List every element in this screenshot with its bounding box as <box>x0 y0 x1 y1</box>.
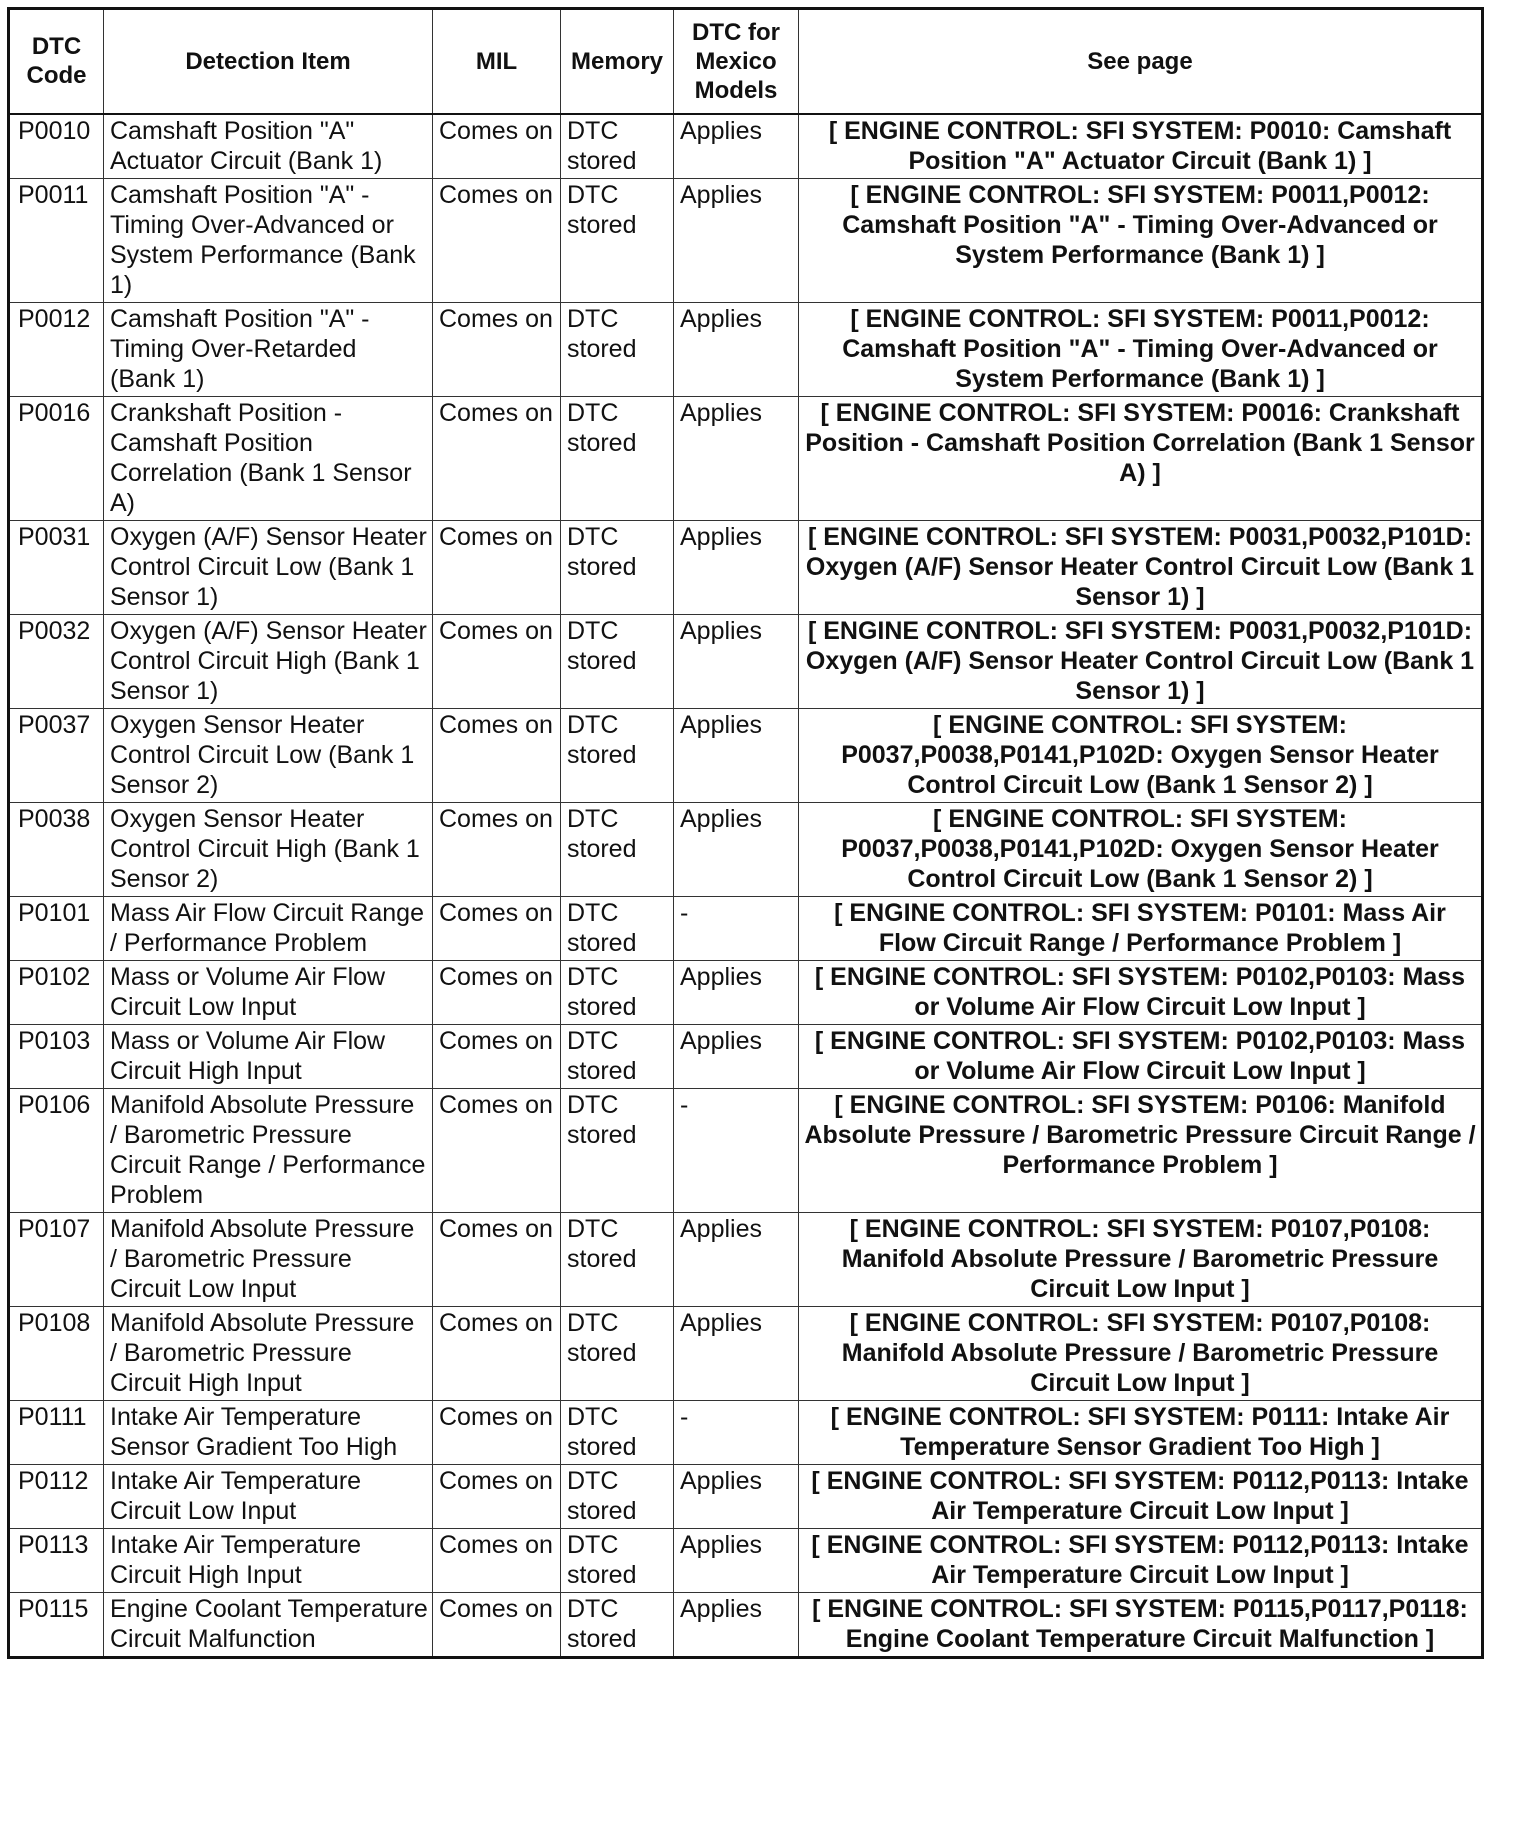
dtc-code: P0038 <box>9 802 104 896</box>
see-page-link[interactable]: [ ENGINE CONTROL: SFI SYSTEM: P0102,P0103: Mass or Volume Air Flow Circuit Low Input ] <box>799 960 1483 1024</box>
header-dtc-mexico: DTC for Mexico Models <box>674 9 799 114</box>
see-page-link[interactable]: [ ENGINE CONTROL: SFI SYSTEM: P0010: Camshaft Position "A" Actuator Circuit (Bank 1) ] <box>799 114 1483 179</box>
memory-status: DTC stored <box>561 302 674 396</box>
dtc-code: P0101 <box>9 896 104 960</box>
detection-item: Mass Air Flow Circuit Range / Performance Problem <box>104 896 433 960</box>
see-page-link[interactable]: [ ENGINE CONTROL: SFI SYSTEM: P0112,P0113: Intake Air Temperature Circuit Low Input ] <box>799 1464 1483 1528</box>
table-row <box>9 1464 1483 1528</box>
mil-status: Comes on <box>433 1592 561 1657</box>
see-page-link[interactable]: [ ENGINE CONTROL: SFI SYSTEM: P0011,P0012: Camshaft Position "A" - Timing Over-Advanced or System Performance (Bank 1) ] <box>799 178 1483 302</box>
mexico-applicability: Applies <box>674 1592 799 1657</box>
dtc-code: P0102 <box>9 960 104 1024</box>
see-page-link[interactable]: [ ENGINE CONTROL: SFI SYSTEM: P0031,P0032,P101D: Oxygen (A/F) Sensor Heater Control Circuit Low (Bank 1 Sensor 1) ] <box>799 614 1483 708</box>
table-row <box>9 178 1483 302</box>
detection-item: Oxygen Sensor Heater Control Circuit Low (Bank 1 Sensor 2) <box>104 708 433 802</box>
mil-status: Comes on <box>433 1024 561 1088</box>
detection-item: Oxygen (A/F) Sensor Heater Control Circuit High (Bank 1 Sensor 1) <box>104 614 433 708</box>
header-detection-item: Detection Item <box>104 9 433 114</box>
dtc-code: P0113 <box>9 1528 104 1592</box>
table-row <box>9 802 1483 896</box>
mil-status: Comes on <box>433 178 561 302</box>
memory-status: DTC stored <box>561 1212 674 1306</box>
table-row <box>9 708 1483 802</box>
mexico-applicability: Applies <box>674 960 799 1024</box>
mil-status: Comes on <box>433 1400 561 1464</box>
mil-status: Comes on <box>433 396 561 520</box>
mexico-applicability: Applies <box>674 1024 799 1088</box>
detection-item: Intake Air Temperature Sensor Gradient Too High <box>104 1400 433 1464</box>
memory-status: DTC stored <box>561 1592 674 1657</box>
see-page-link[interactable]: [ ENGINE CONTROL: SFI SYSTEM: P0107,P0108: Manifold Absolute Pressure / Barometric Pressure Circuit Low Input ] <box>799 1306 1483 1400</box>
table-row <box>9 1024 1483 1088</box>
dtc-code: P0037 <box>9 708 104 802</box>
memory-status: DTC stored <box>561 178 674 302</box>
dtc-code: P0103 <box>9 1024 104 1088</box>
memory-status: DTC stored <box>561 1088 674 1212</box>
detection-item: Engine Coolant Temperature Circuit Malfunction <box>104 1592 433 1657</box>
mexico-applicability: Applies <box>674 302 799 396</box>
dtc-code: P0111 <box>9 1400 104 1464</box>
detection-item: Camshaft Position "A" - Timing Over-Advanced or System Performance (Bank 1) <box>104 178 433 302</box>
mil-status: Comes on <box>433 802 561 896</box>
mil-status: Comes on <box>433 1306 561 1400</box>
memory-status: DTC stored <box>561 114 674 179</box>
table-row <box>9 396 1483 520</box>
mil-status: Comes on <box>433 1212 561 1306</box>
memory-status: DTC stored <box>561 396 674 520</box>
mexico-applicability: Applies <box>674 1212 799 1306</box>
memory-status: DTC stored <box>561 1400 674 1464</box>
table-row <box>9 114 1483 179</box>
table-row <box>9 520 1483 614</box>
dtc-code: P0107 <box>9 1212 104 1306</box>
table-row <box>9 1306 1483 1400</box>
see-page-link[interactable]: [ ENGINE CONTROL: SFI SYSTEM: P0011,P0012: Camshaft Position "A" - Timing Over-Advanced or System Performance (Bank 1) ] <box>799 302 1483 396</box>
see-page-link[interactable]: [ ENGINE CONTROL: SFI SYSTEM: P0102,P0103: Mass or Volume Air Flow Circuit Low Input ] <box>799 1024 1483 1088</box>
mil-status: Comes on <box>433 114 561 179</box>
dtc-code: P0011 <box>9 178 104 302</box>
see-page-link[interactable]: [ ENGINE CONTROL: SFI SYSTEM: P0115,P0117,P0118: Engine Coolant Temperature Circuit Malfunction ] <box>799 1592 1483 1657</box>
detection-item: Camshaft Position "A" - Timing Over-Retarded (Bank 1) <box>104 302 433 396</box>
memory-status: DTC stored <box>561 1464 674 1528</box>
detection-item: Crankshaft Position - Camshaft Position Correlation (Bank 1 Sensor A) <box>104 396 433 520</box>
header-dtc-code: DTC Code <box>9 9 104 114</box>
see-page-link[interactable]: [ ENGINE CONTROL: SFI SYSTEM: P0107,P0108: Manifold Absolute Pressure / Barometric Pressure Circuit Low Input ] <box>799 1212 1483 1306</box>
mexico-applicability: Applies <box>674 114 799 179</box>
memory-status: DTC stored <box>561 708 674 802</box>
dtc-code: P0106 <box>9 1088 104 1212</box>
memory-status: DTC stored <box>561 1024 674 1088</box>
dtc-code: P0032 <box>9 614 104 708</box>
memory-status: DTC stored <box>561 896 674 960</box>
memory-status: DTC stored <box>561 802 674 896</box>
mexico-applicability: Applies <box>674 802 799 896</box>
mexico-applicability: Applies <box>674 396 799 520</box>
dtc-code: P0016 <box>9 396 104 520</box>
header-see-page: See page <box>799 9 1483 114</box>
dtc-table <box>7 7 1484 1659</box>
mexico-applicability: Applies <box>674 708 799 802</box>
see-page-link[interactable]: [ ENGINE CONTROL: SFI SYSTEM: P0016: Crankshaft Position - Camshaft Position Correlation (Bank 1 Sensor A) ] <box>799 396 1483 520</box>
dtc-code: P0115 <box>9 1592 104 1657</box>
detection-item: Manifold Absolute Pressure / Barometric Pressure Circuit High Input <box>104 1306 433 1400</box>
mexico-applicability: Applies <box>674 1306 799 1400</box>
header-memory: Memory <box>561 9 674 114</box>
detection-item: Manifold Absolute Pressure / Barometric Pressure Circuit Low Input <box>104 1212 433 1306</box>
see-page-link[interactable]: [ ENGINE CONTROL: SFI SYSTEM: P0111: Intake Air Temperature Sensor Gradient Too High ] <box>799 1400 1483 1464</box>
detection-item: Manifold Absolute Pressure / Barometric Pressure Circuit Range / Performance Problem <box>104 1088 433 1212</box>
table-row <box>9 1592 1483 1657</box>
see-page-link[interactable]: [ ENGINE CONTROL: SFI SYSTEM: P0112,P0113: Intake Air Temperature Circuit Low Input ] <box>799 1528 1483 1592</box>
memory-status: DTC stored <box>561 960 674 1024</box>
table-row <box>9 1528 1483 1592</box>
table-row <box>9 302 1483 396</box>
see-page-link[interactable]: [ ENGINE CONTROL: SFI SYSTEM: P0031,P0032,P101D: Oxygen (A/F) Sensor Heater Control Circuit Low (Bank 1 Sensor 1) ] <box>799 520 1483 614</box>
mexico-applicability: Applies <box>674 614 799 708</box>
mexico-applicability: - <box>674 1400 799 1464</box>
memory-status: DTC stored <box>561 520 674 614</box>
mil-status: Comes on <box>433 1464 561 1528</box>
table-row <box>9 1088 1483 1212</box>
dtc-code: P0031 <box>9 520 104 614</box>
table-row <box>9 896 1483 960</box>
mexico-applicability: Applies <box>674 1464 799 1528</box>
mil-status: Comes on <box>433 520 561 614</box>
table-row <box>9 1212 1483 1306</box>
see-page-link[interactable]: [ ENGINE CONTROL: SFI SYSTEM: P0101: Mass Air Flow Circuit Range / Performance Problem ] <box>799 896 1483 960</box>
detection-item: Mass or Volume Air Flow Circuit Low Input <box>104 960 433 1024</box>
dtc-code: P0112 <box>9 1464 104 1528</box>
memory-status: DTC stored <box>561 614 674 708</box>
header-mil: MIL <box>433 9 561 114</box>
table-header-row <box>9 9 1483 114</box>
see-page-link[interactable]: [ ENGINE CONTROL: SFI SYSTEM: P0037,P0038,P0141,P102D: Oxygen Sensor Heater Control Circuit Low (Bank 1 Sensor 2) ] <box>799 708 1483 802</box>
mexico-applicability: - <box>674 1088 799 1212</box>
detection-item: Camshaft Position "A" Actuator Circuit (Bank 1) <box>104 114 433 179</box>
table-row <box>9 1400 1483 1464</box>
mil-status: Comes on <box>433 960 561 1024</box>
see-page-link[interactable]: [ ENGINE CONTROL: SFI SYSTEM: P0106: Manifold Absolute Pressure / Barometric Pressure Circuit Range / Performance Problem ] <box>799 1088 1483 1212</box>
mil-status: Comes on <box>433 896 561 960</box>
detection-item: Oxygen (A/F) Sensor Heater Control Circuit Low (Bank 1 Sensor 1) <box>104 520 433 614</box>
mexico-applicability: Applies <box>674 178 799 302</box>
table-row <box>9 960 1483 1024</box>
dtc-code: P0012 <box>9 302 104 396</box>
memory-status: DTC stored <box>561 1306 674 1400</box>
detection-item: Oxygen Sensor Heater Control Circuit High (Bank 1 Sensor 2) <box>104 802 433 896</box>
table-row <box>9 614 1483 708</box>
detection-item: Mass or Volume Air Flow Circuit High Input <box>104 1024 433 1088</box>
mil-status: Comes on <box>433 302 561 396</box>
dtc-code: P0108 <box>9 1306 104 1400</box>
mil-status: Comes on <box>433 708 561 802</box>
mil-status: Comes on <box>433 614 561 708</box>
memory-status: DTC stored <box>561 1528 674 1592</box>
see-page-link[interactable]: [ ENGINE CONTROL: SFI SYSTEM: P0037,P0038,P0141,P102D: Oxygen Sensor Heater Control Circuit Low (Bank 1 Sensor 2) ] <box>799 802 1483 896</box>
mexico-applicability: - <box>674 896 799 960</box>
mil-status: Comes on <box>433 1088 561 1212</box>
mil-status: Comes on <box>433 1528 561 1592</box>
detection-item: Intake Air Temperature Circuit Low Input <box>104 1464 433 1528</box>
mexico-applicability: Applies <box>674 520 799 614</box>
detection-item: Intake Air Temperature Circuit High Input <box>104 1528 433 1592</box>
dtc-code: P0010 <box>9 114 104 179</box>
mexico-applicability: Applies <box>674 1528 799 1592</box>
